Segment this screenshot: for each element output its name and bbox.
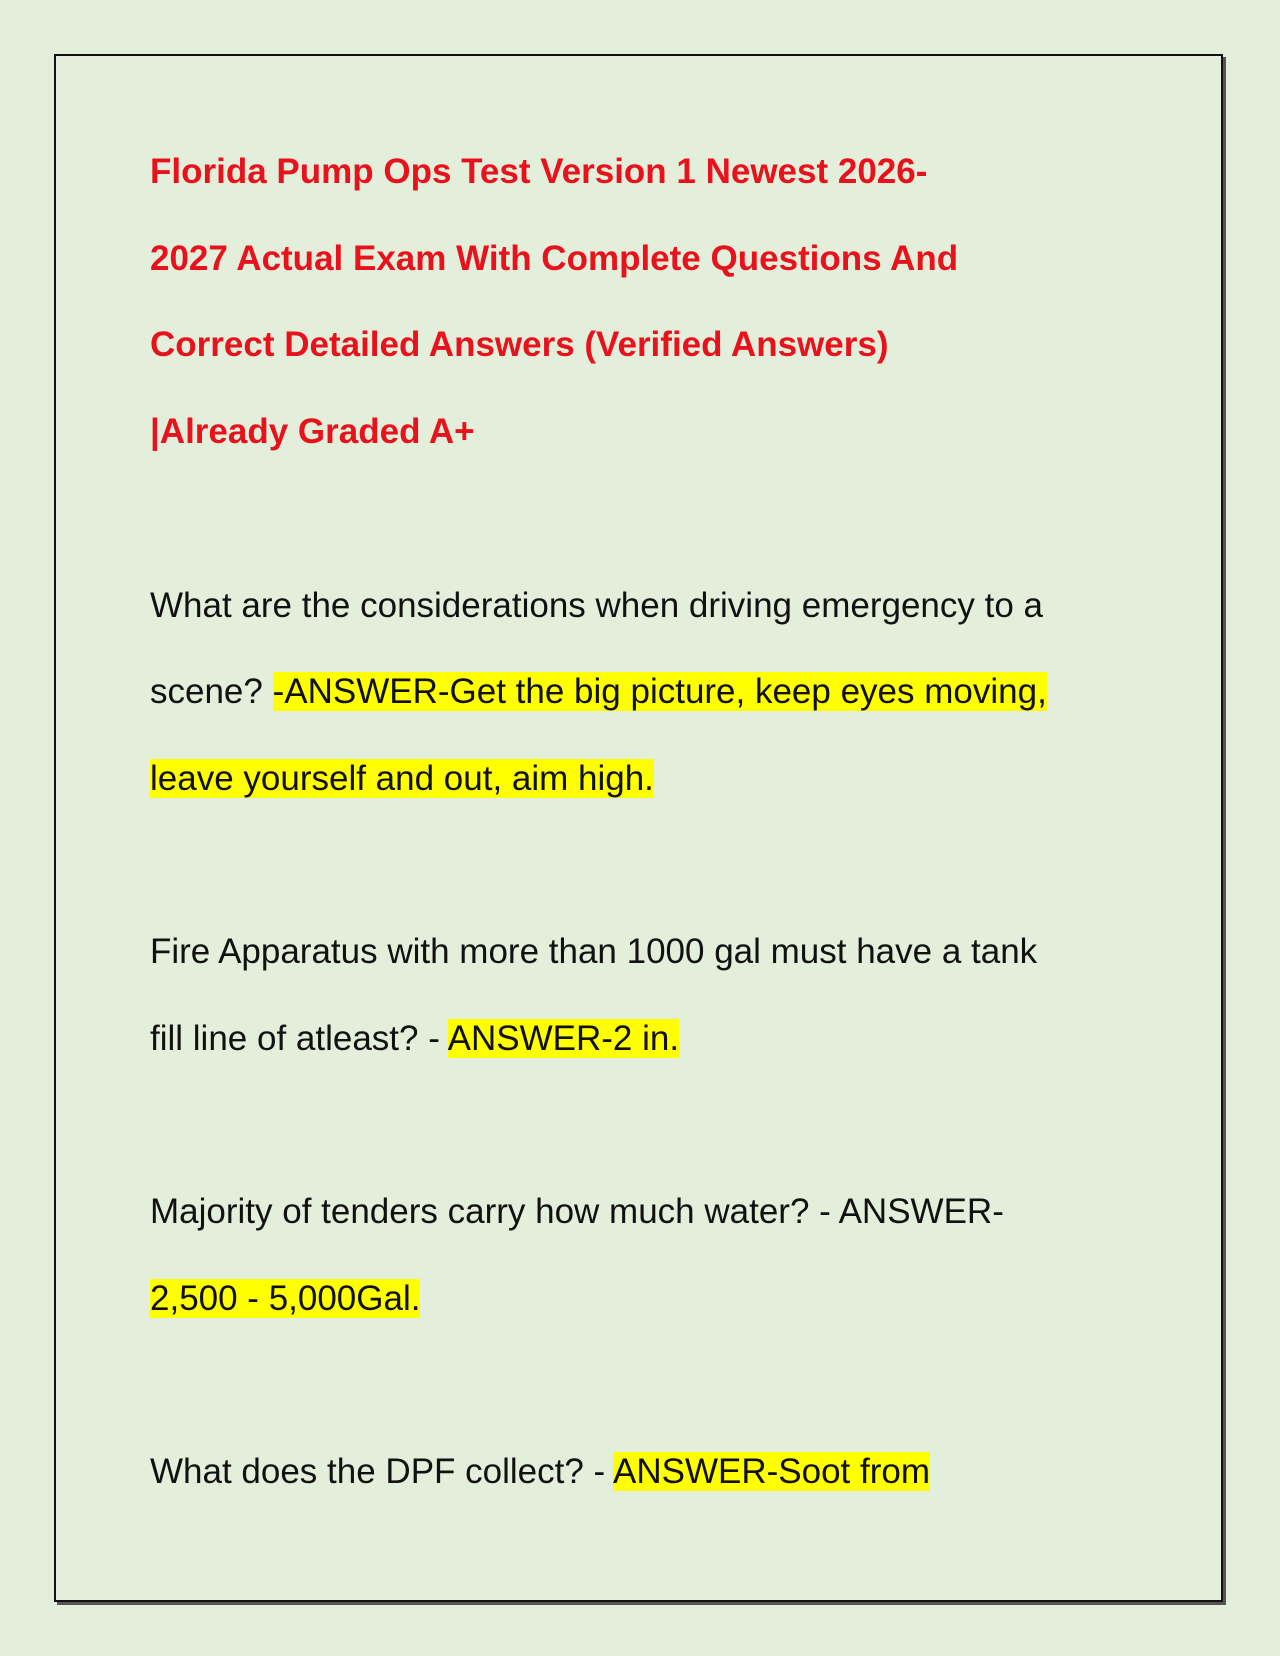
question-2-line-1: Fire Apparatus with more than 1000 gal must have a tank (150, 932, 1038, 971)
question-1-text-end: scene? (150, 672, 273, 711)
document-title-line-2: 2027 Actual Exam With Complete Questions And (150, 239, 959, 278)
document-title-line-1: Florida Pump Ops Test Version 1 Newest 2026- (150, 152, 928, 191)
answer-3-highlight: 2,500 - 5,000Gal. (150, 1279, 421, 1318)
question-2-text-end: fill line of atleast? - (150, 1019, 448, 1058)
answer-1-line-2 (150, 757, 654, 801)
question-2-line-2 (150, 1017, 679, 1061)
answer-3-line (150, 1277, 420, 1321)
question-1-line-1: What are the considerations when driving emergency to a (150, 586, 1043, 625)
question-4-line-1 (150, 1450, 930, 1494)
document-title-line-3: Correct Detailed Answers (Verified Answers) (150, 325, 889, 364)
document-title-line-4: |Already Graded A+ (150, 412, 475, 451)
answer-2-highlight: ANSWER-2 in. (447, 1019, 680, 1058)
question-3-line-1: Majority of tenders carry how much water? - ANSWER- (150, 1192, 1004, 1231)
answer-1-highlight-continued: leave yourself and out, aim high. (150, 759, 654, 798)
answer-4-highlight: ANSWER-Soot from (612, 1452, 930, 1491)
page-border (54, 54, 1223, 1602)
answer-1-highlight: -ANSWER-Get the big picture, keep eyes moving, (272, 672, 1047, 711)
question-1-line-2 (150, 670, 1047, 714)
question-4-text: What does the DPF collect? - (150, 1452, 613, 1491)
